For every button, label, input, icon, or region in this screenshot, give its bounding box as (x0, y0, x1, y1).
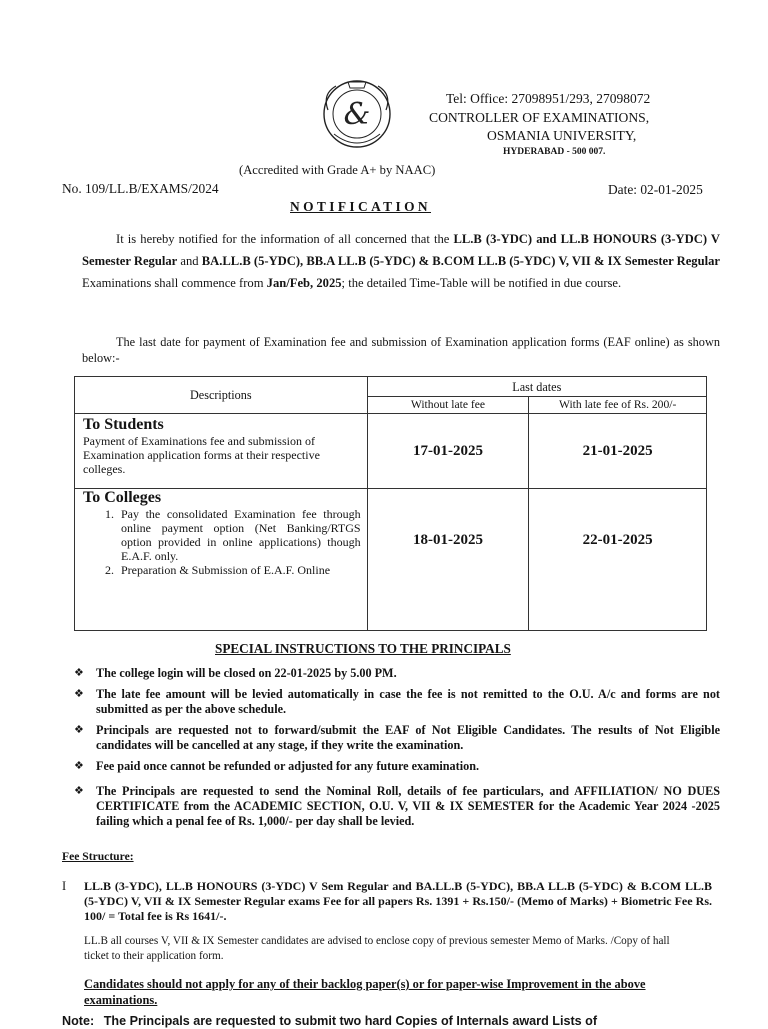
instruction-item: ❖ The late fee amount will be levied automatically in case the fee is not remitted to the O.U. A/c and forms are not submitted as per the above schedule. (74, 687, 720, 716)
backlog-warning: Candidates should not apply for any of their backlog paper(s) or for paper-wise Improvement in the above examinations. (84, 977, 646, 1007)
students-date-without-late-fee: 17-01-2025 (367, 414, 529, 489)
intro-text-1: It is hereby notified for the information of all concerned that the (116, 232, 454, 246)
intro-paragraph (82, 228, 720, 294)
instruction-item: ❖ The Principals are requested to send the Nominal Roll, details of fee particulars, and AFFILIATION/ NO DUES CERTIFICATE from the ACADEMIC SECTION, O.U. V, VII & IX SEMESTER for the Academic Year 2024 -2025 failing which a penal fee of Rs. 1,000/- per day shall be levied. (74, 784, 720, 828)
intro-text-2: and (177, 254, 202, 268)
instruction-item: ❖ Principals are requested not to forward/submit the EAF of Not Eligible Candidates. The results of Not Eligible candidates will be cancelled at any stage, if they write the examination. (74, 723, 720, 752)
bullet-diamond-icon: ❖ (74, 724, 84, 736)
osmania-university-seal-icon (318, 74, 396, 152)
bullet-diamond-icon: ❖ (74, 667, 84, 679)
university-seal-logo (318, 74, 396, 152)
header-last-dates: Last dates (367, 377, 706, 397)
university-city: HYDERABAD - 500 007. (503, 147, 606, 157)
note-label: Note: (62, 1014, 95, 1028)
svg-text:&: & (343, 97, 371, 132)
instruction-item: ❖ Fee paid once cannot be refunded or adjusted for any future examination. (74, 759, 480, 773)
intro-commence-date: Jan/Feb, 2025 (266, 276, 342, 290)
bullet-diamond-icon: ❖ (74, 688, 84, 700)
colleges-task-1: 1. Pay the consolidated Examination fee through online payment option (Net Banking/RTGS option provided in online applications) though E.A.F. only. (117, 507, 361, 563)
header-with-late-fee: With late fee of Rs. 200/- (529, 397, 707, 414)
bullet-diamond-icon: ❖ (74, 785, 84, 797)
fee-item-text: LL.B (3-YDC), LL.B HONOURS (3-YDC) V Sem Regular and BA.LL.B (5-YDC), BB.A LL.B (5-YDC) & B.COM LL.B (5-YDC) V, VII & IX Semester Regular exams Fee for all papers Rs. 1391 + Rs.150/- (Memo of Marks) + Biometric Fee Rs. 100/ = Total fee is Rs 1641/-. (84, 879, 712, 923)
colleges-date-with-late-fee: 22-01-2025 (529, 489, 707, 631)
students-description-text: Payment of Examinations fee and submission of Examination application forms at their respective colleges. (83, 434, 320, 476)
students-description-cell (75, 414, 368, 489)
fee-item-number: I (62, 879, 67, 893)
intro-text-4: ; the detailed Time-Table will be notified in due course. (341, 276, 622, 290)
notification-date: Date: 02-01-2025 (608, 182, 703, 197)
header-descriptions: Descriptions (75, 377, 368, 414)
colleges-description-cell (75, 489, 368, 631)
header-without-late-fee: Without late fee (367, 397, 529, 414)
colleges-date-without-late-fee: 18-01-2025 (367, 489, 529, 631)
colleges-section-title: To Colleges (83, 489, 162, 506)
note-text: The Principals are requested to submit two hard Copies of Internals award Lists of (103, 1014, 598, 1028)
bullet-diamond-icon: ❖ (74, 760, 84, 772)
naac-accreditation: (Accredited with Grade A+ by NAAC) (239, 163, 436, 177)
colleges-task-2: 2. Preparation & Submission of E.A.F. Online (117, 563, 361, 577)
table-row-colleges (75, 489, 707, 631)
students-section-title: To Students (83, 416, 164, 433)
exam-fee-schedule-table (74, 376, 707, 631)
office-telephone: Tel: Office: 27098951/293, 27098072 (446, 91, 651, 106)
university-name: OSMANIA UNIVERSITY, (487, 128, 637, 143)
enclosure-note: LL.B all courses V, VII & IX Semester candidates are advised to enclose copy of previous semester Memo of Marks. /Copy of hall ticket to their application form. (84, 935, 670, 962)
students-date-with-late-fee: 21-01-2025 (529, 414, 707, 489)
intro-courses-integrated: BA.LL.B (5-YDC), BB.A LL.B (5-YDC) & B.COM LL.B (5-YDC) V, VII & IX Semester Regular (201, 254, 720, 268)
intro-text-3: Examinations shall commence from (82, 276, 267, 290)
intro-courses-llb: LL.B (3-YDC) and LL.B HONOURS (3-YDC) V Semester Regular (82, 232, 720, 268)
instruction-item: ❖ The college login will be closed on 22-01-2025 by 5.00 PM. (74, 666, 397, 680)
principals-note (62, 1013, 762, 1029)
controller-title: CONTROLLER OF EXAMINATIONS, (429, 110, 650, 125)
colleges-task-list (83, 507, 361, 577)
instructions-list (74, 666, 720, 835)
last-date-paragraph: The last date for payment of Examination fee and submission of Examination application forms (EAF online) as shown below:- (82, 335, 720, 365)
fee-structure-title: Fee Structure: (62, 850, 134, 863)
notification-title: NOTIFICATION (290, 199, 431, 214)
reference-number: No. 109/LL.B/EXAMS/2024 (62, 181, 219, 196)
special-instructions-title: SPECIAL INSTRUCTIONS TO THE PRINCIPALS (215, 641, 511, 656)
table-row-students (75, 414, 707, 489)
